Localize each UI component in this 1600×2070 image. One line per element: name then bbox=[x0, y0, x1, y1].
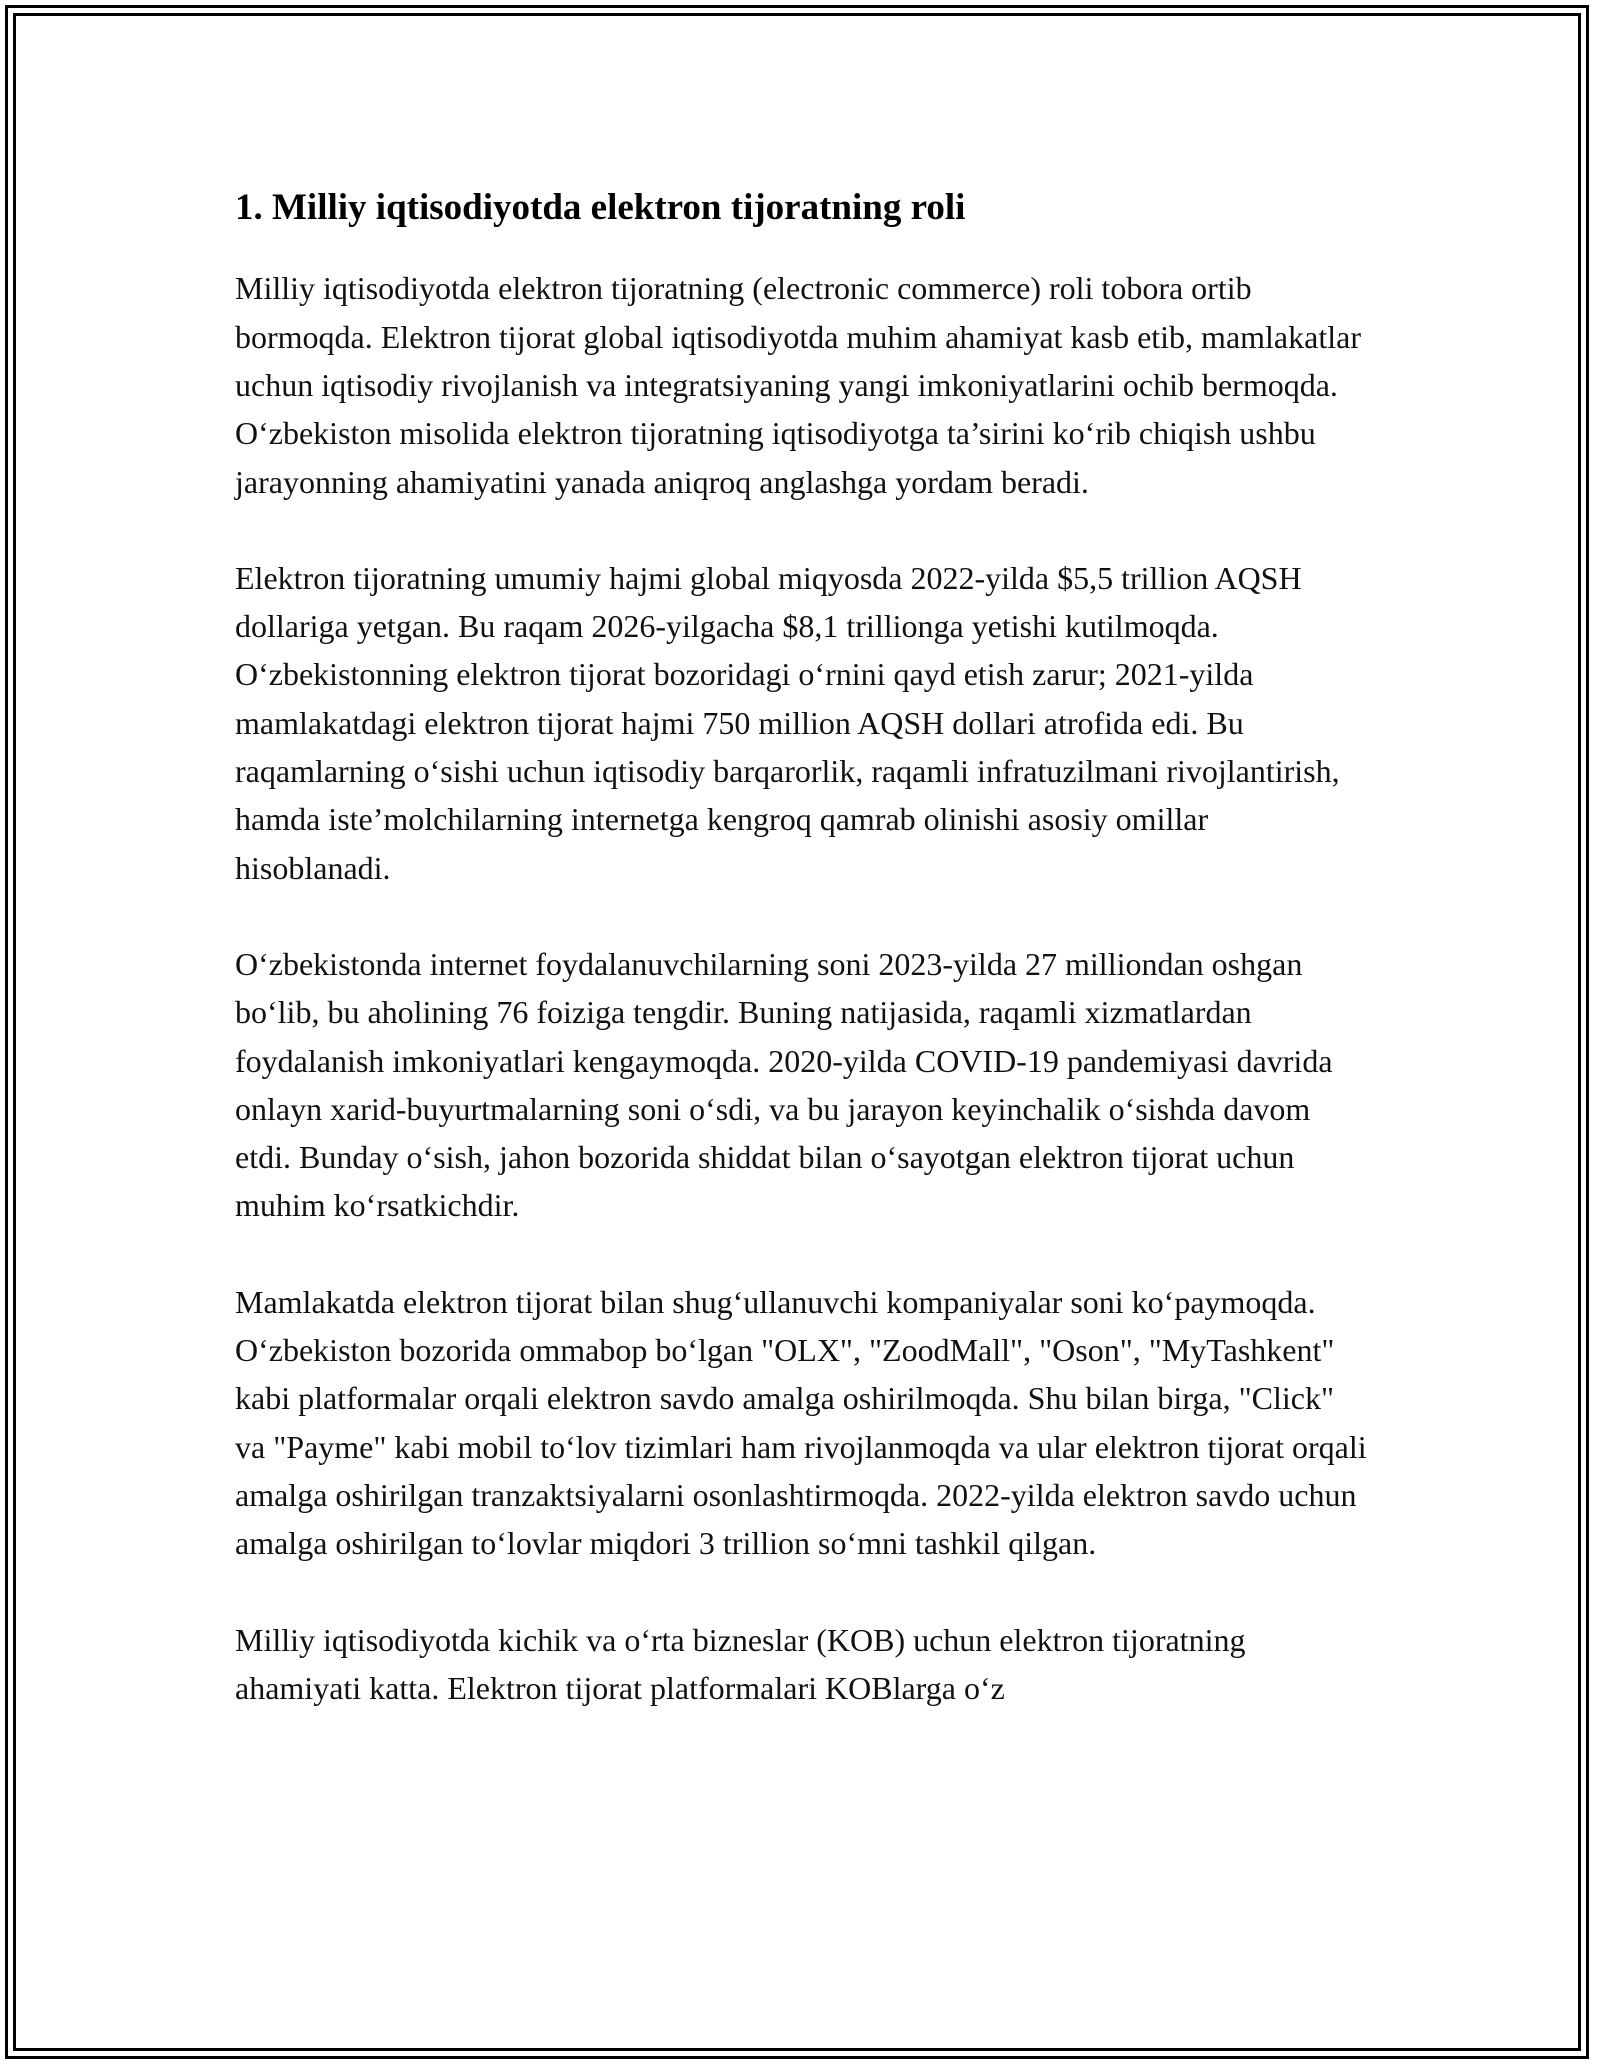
paragraph-5: Milliy iqtisodiyotda kichik va o‘rta bizneslar (KOB) uchun elektron tijoratning ahamiyati katta. Elektron tijorat platformalari KOBlarga o‘z bbox=[235, 1621, 1246, 1706]
paragraph-4: Mamlakatda elektron tijorat bilan shug‘ullanuvchi kompaniyalar soni ko‘paymoqda. O‘zbekiston bozorida ommabop bo‘lgan "OLX", "ZoodMall", "Oson", "MyTashkent" kabi platformalar orqali elektron savdo amalga oshirilmoqda. Shu bilan birga, "Click" va "Payme" kabi mobil to‘lov tizimlari ham rivojlanmoqda va ular elektron tijorat orqali amalga oshirilgan tranzaktsiyalarni osonlashtirmoqda. 2022-yilda elektron savdo uchun amalga oshirilgan to‘lovlar miqdori 3 trillion so‘mni tashkil qilgan. bbox=[235, 1283, 1367, 1562]
paragraph-1: Milliy iqtisodiyotda elektron tijoratning (electronic commerce) roli tobora ortib bormoqda. Elektron tijorat global iqtisodiyotda muhim ahamiyat kasb etib, mamlakatlar uchun iqtisodiy rivojlanish va integratsiyaning yangi imkoniyatlarini ochib bermoqda. O‘zbekiston misolida elektron tijoratning iqtisodiyotga ta’sirini ko‘rib chiqish ushbu jarayonning ahamiyatini yanada aniqroq anglashga yordam beradi. bbox=[235, 270, 1361, 500]
section-heading: 1. Milliy iqtisodiyotda elektron tijoratning roli bbox=[235, 187, 966, 228]
paragraph-3: O‘zbekistonda internet foydalanuvchilarning soni 2023-yilda 27 milliondan oshgan bo‘lib, bu aholining 76 foiziga tengdir. Buning natijasida, raqamli xizmatlardan foydalanish imkoniyatlari kengaymoqda. 2020-yilda COVID-19 pandemiyasi davrida onlayn xarid-buyurtmalarning soni o‘sdi, va bu jarayon keyinchalik o‘sishda davom etdi. Bunday o‘sish, jahon bozorida shiddat bilan o‘sayotgan elektron tijorat uchun muhim ko‘rsatkichdir. bbox=[235, 945, 1333, 1224]
paragraph-2: Elektron tijoratning umumiy hajmi global miqyosda 2022-yilda $5,5 trillion AQSH dollariga yetgan. Bu raqam 2026-yilgacha $8,1 trillionga yetishi kutilmoqda. O‘zbekistonning elektron tijorat bozoridagi o‘rnini qayd etish zarur; 2021-yilda mamlakatdagi elektron tijorat hajmi 750 million AQSH dollari atrofida edi. Bu raqamlarning o‘sishi uchun iqtisodiy barqarorlik, raqamli infratuzilmani rivojlantirish, hamda iste’molchilarning internetga kengroq qamrab olinishi asosiy omillar hisoblanadi. bbox=[235, 559, 1340, 886]
document-body bbox=[235, 186, 1370, 1760]
